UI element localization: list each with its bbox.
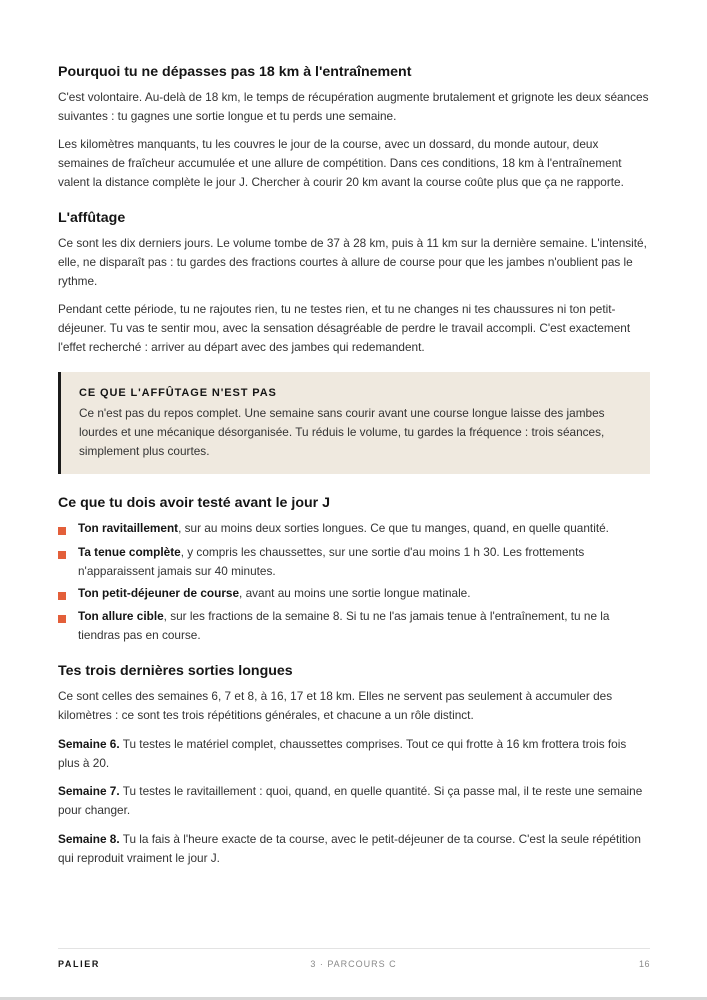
paragraph: Ce sont les dix derniers jours. Le volume tombe de 37 à 28 km, puis à 11 km sur la dernière semaine. L'intensité, elle, ne disparaît pas : tu gardes des fractions courtes à allure de course pour que les jambes n'oublient pas le rythme. [58,236,647,288]
week-6-label: Semaine 6. [58,737,120,751]
paragraph: Ce sont celles des semaines 6, 7 et 8, à 16, 17 et 18 km. Elles ne servent pas seulement à accumuler des kilomètres : ce sont tes trois répétitions générales, et chacune a un rôle distinct. [58,689,613,722]
paragraph: Pendant cette période, tu ne rajoutes rien, tu ne testes rien, et tu ne changes ni tes chaussures ni ton petit-déjeuner. Tu vas te sentir mou, avec la sensation désagréable de perdre le travail accompli. C'est exactement l'effet recherché : arriver au départ avec des jambes qui redemandent. [58,302,631,354]
callout-title: CE QUE L'AFFÛTAGE N'EST PAS [79,387,277,399]
paragraph-week-7 [58,782,650,820]
footer-divider [58,948,650,949]
square-bullet-icon [58,551,66,559]
paragraph: Les kilomètres manquants, tu les couvres le jour de la course, avec un dossard, du monde autour, deux semaines de fraîcheur accumulée et une allure de compétition. Dans ces conditions, 18 km à l'entraînement valent la distance complète le jour J. Chercher à courir 20 km avant la course coûte plus que ça ne rapporte. [58,137,624,189]
list-item-bold: Ton petit-déjeuner de course [78,586,240,600]
square-bullet-icon [58,527,66,535]
paragraph-week-6 [58,735,650,773]
callout-box [58,372,650,474]
week-7-label: Semaine 7. [58,784,120,798]
week-8-text: Tu la fais à l'heure exacte de ta course, avec le petit-déjeuner de ta course. C'est la seule répétition qui reproduit vraiment le jour J. [58,832,641,865]
footer-section: 3 · PARCOURS C [310,959,397,969]
week-6-text: Tu testes le matériel complet, chaussettes comprises. Tout ce qui frotte à 16 km frottera trois fois plus à 20. [58,737,627,770]
list-item-text: , y compris les chaussettes, sur une sortie d'au moins 1 h 30. Les frottements n'apparaissent jamais sur 40 minutes. [78,545,585,578]
section-heading-18km: Pourquoi tu ne dépasses pas 18 km à l'entraînement [58,64,412,80]
paragraph: C'est volontaire. Au-delà de 18 km, le temps de récupération augmente brutalement et grignote les deux séances suivantes : tu gagnes une sortie longue et tu perds une semaine. [58,90,649,123]
page-number: 16 [638,959,650,969]
section-heading-long-runs: Tes trois dernières sorties longues [58,663,293,679]
square-bullet-icon [58,592,66,600]
list-item-text: , sur au moins deux sorties longues. Ce que tu manges, quand, en quelle quantité. [178,521,609,535]
list-item-bold: Ton ravitaillement [78,521,179,535]
list-item-bold: Ta tenue complète [78,545,181,559]
footer-brand: PALIER [58,959,100,969]
week-8-label: Semaine 8. [58,832,120,846]
square-bullet-icon [58,615,66,623]
paragraph-week-8 [58,830,650,868]
list-item-bold: Ton allure cible [78,609,164,623]
week-7-text: Tu testes le ravitaillement : quoi, quand, en quelle quantité. Si ça passe mal, il te reste une semaine pour changer. [58,784,643,817]
list-item-text: , avant au moins une sortie longue matinale. [239,586,471,600]
section-heading-affutage: L'affûtage [58,210,126,226]
list-item-text: , sur les fractions de la semaine 8. Si tu ne l'as jamais tenue à l'entraînement, tu ne la tiendras pas en course. [78,609,610,642]
section-heading-checklist: Ce que tu dois avoir testé avant le jour J [58,495,331,511]
callout-body: Ce n'est pas du repos complet. Une semaine sans courir avant une course longue laisse des jambes lourdes et une mécanique désorganisée. Tu réduis le volume, tu gardes la fréquence : trois séances, simplement plus courtes. [79,406,605,458]
